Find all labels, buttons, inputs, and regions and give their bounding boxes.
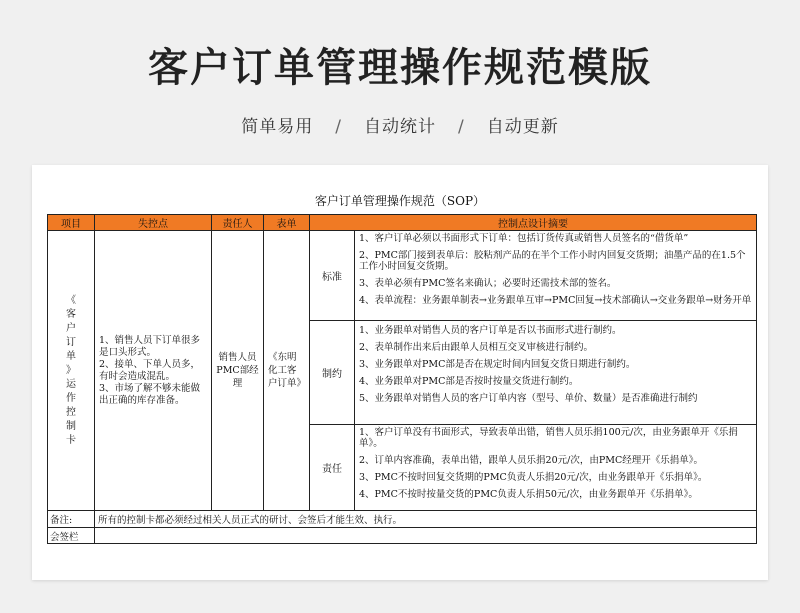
project-char: 制 [66,420,76,432]
sign-field[interactable] [95,528,757,544]
subtitle-separator: / [335,117,342,137]
key-points-cell [95,231,212,511]
notes-label: 备注: [48,511,95,528]
responsible-cell [212,231,264,511]
page-title: 客户订单管理操作规范模版 [148,45,652,91]
document-sheet [32,165,768,580]
project-char: 作 [66,392,76,404]
project-char: 》 [66,364,76,376]
list-item: 2、订单内容准确，表单出错，跟单人员乐捐20元/次，由PMC经理开《乐捐单》。 [359,455,703,466]
column-header: 责任人 [212,215,264,231]
column-header: 项目 [48,215,95,231]
key-point-item: 2、接单、下单人员多，有时会造成混乱。 [99,358,201,382]
project-char: 卡 [66,434,76,446]
list-item: 4、表单流程：业务跟单制表→业务跟单互审→PMC回复→技术部确认→交业务跟单→财务开单 [359,295,752,306]
column-header: 控制点设计摘要 [310,215,757,231]
sign-row [48,528,757,544]
table-header-row [48,215,757,231]
project-char: 客 [66,308,76,320]
category-responsibility: 责任 [310,425,355,511]
sop-table [47,214,757,544]
subtitle-item: 自动统计 [364,117,436,137]
column-header: 失控点 [95,215,212,231]
list-item: 1、客户订单没有书面形式，导致表单出错，销售人员乐捐100元/次，由业务跟单开《乐捐单》。 [359,427,738,449]
list-item: 3、业务跟单对PMC部是否在规定时间内回复交货日期进行制约。 [359,359,636,370]
subtitle-item: 自动更新 [486,117,559,137]
list-item: 5、业务跟单对销售人员的客户订单内容（型号、单价、数量）是否准确进行制约 [359,393,698,404]
project-char: 单 [66,350,76,362]
subtitle-item: 简单易用 [241,117,314,137]
list-item: 4、PMC不按时按量交货的PMC负责人乐捐50元/次，由业务跟单开《乐捐单》。 [359,489,698,500]
notes-row [48,511,757,528]
category-standard: 标准 [310,231,355,321]
list-item: 2、PMC部门接到表单后：胶粘剂产品的在半个工作小时内回复交货期；油墨产品的在1.5个工作小时回复交货期。 [359,250,746,272]
project-char: 户 [66,322,76,334]
project-char: 订 [66,336,76,348]
standard-items [355,231,757,321]
project-cell [48,231,95,511]
category-constraint: 制约 [310,321,355,425]
project-char: 《 [66,294,76,306]
constraint-items [355,321,757,425]
list-item: 4、业务跟单对PMC部是否按时按量交货进行制约。 [359,376,579,387]
sign-label: 会签栏 [48,528,95,544]
list-item: 2、表单制作出来后由跟单人员相互交叉审核进行制约。 [359,342,594,353]
table-row [48,231,757,321]
project-text [48,294,94,448]
key-point-item: 3、市场了解不够未能做出正确的库存准备。 [99,382,201,406]
responsible-text: 销售人员PMC部经理 [216,352,259,389]
form-cell [264,231,310,511]
form-text: 《东明化工客户订单》 [268,352,307,389]
responsibility-items [355,425,757,511]
project-char: 控 [66,406,76,418]
key-point-item: 1、销售人员下订单很多是口头形式。 [99,334,201,358]
list-item: 3、PMC不按时回复交货期的PMC负责人乐捐20元/次，由业务跟单开《乐捐单》。 [359,472,708,483]
subtitle-separator: / [458,117,465,137]
project-char: 运 [66,378,76,390]
list-item: 1、客户订单必须以书面形式下订单：包括订货传真或销售人员签名的“借货单” [359,233,689,244]
notes-text: 所有的控制卡都必须经过相关人员正式的研讨、会签后才能生效、执行。 [95,511,757,528]
list-item: 1、业务跟单对销售人员的客户订单是否以书面形式进行制约。 [359,325,622,336]
list-item: 3、表单必须有PMC签名来确认；必要时还需技术部的签名。 [359,278,617,289]
page-subtitle [0,112,800,137]
key-points-text [99,335,207,407]
sop-title: 客户订单管理操作规范（SOP） [314,194,486,208]
column-header: 表单 [264,215,310,231]
